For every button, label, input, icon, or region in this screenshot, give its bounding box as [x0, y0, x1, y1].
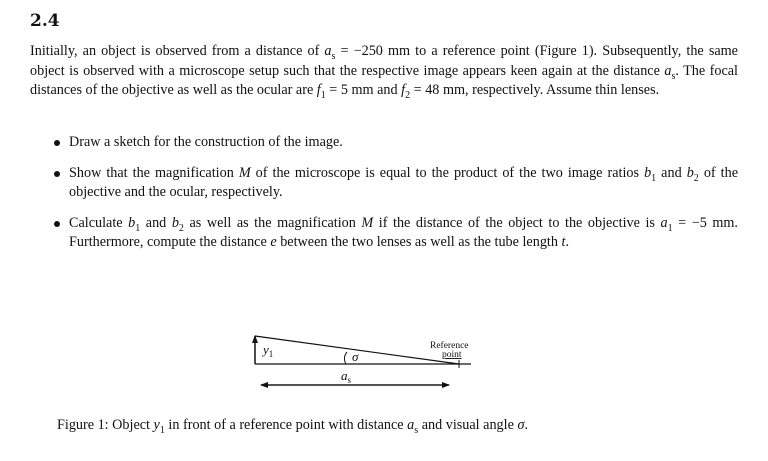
figure-1	[249, 330, 489, 400]
object-label: $y_1$	[263, 342, 274, 359]
bullet-icon	[54, 221, 60, 227]
task-item-magnification-proof: Show that the magnification M of the microscope is equal to the product of the two image ratios $b_1$ and $b_2$ of the objective and the ocular, respectively.	[30, 164, 738, 202]
bullet-icon	[54, 171, 60, 177]
bullet-icon	[54, 140, 60, 146]
angle-label: σ	[352, 349, 359, 364]
reference-label: Reference	[430, 341, 469, 351]
task-item-sketch: Draw a sketch for the construction of the image.	[30, 133, 738, 152]
task-item-calculate: Calculate $b_1$ and $b_2$ as well as the magnification M if the distance of the object to the objective is $a_1 = -5$ mm. Furthermore, compute the distance e between the two lenses as well as the tube length t.	[30, 214, 738, 252]
problem-intro: Initially, an object is observed from a distance of $a_s = -250$ mm to a reference point (Figure 1). Subsequently, the same object is observed with a microscope setup such that the respective image appears keen again at the distance $a_s$. The focal distances of the objective as well as the ocular are $f_1 = 5$ mm and $f_2 = 48$ mm, respectively. Assume thin lenses.	[30, 43, 739, 101]
reference-point-diagram	[249, 330, 489, 396]
distance-label: $a_s$	[341, 368, 352, 385]
task-list	[30, 133, 738, 264]
reference-label-point: point	[442, 350, 462, 360]
angle-arc	[344, 352, 347, 364]
figure-caption: Figure 1: Object $y_1$ in front of a reference point with distance $a_s$ and visual angle σ.	[57, 417, 528, 436]
section-number: 2.4	[30, 11, 60, 31]
